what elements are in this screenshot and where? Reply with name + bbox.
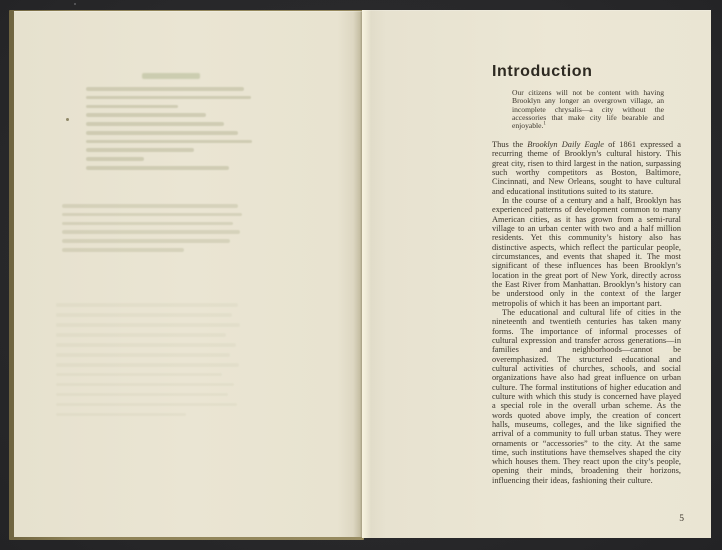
body-text-column [492,140,681,485]
page-number: 5 [679,514,684,524]
paragraph-1 [492,140,681,196]
epigraph-quote [512,89,664,131]
paragraph-1-lead: Thus the [492,140,528,149]
right-page [362,10,711,538]
bleedthrough-heading-ghost [142,73,200,79]
epigraph-quote-text: Our citizens will not be content with having Brooklyn any longer an overgrown village, an incomplete chrysalis—a city without the accessories that make city life bearable and enjoyable. [512,88,664,131]
bleedthrough-faint-ghost [56,303,244,423]
dust-speck [66,118,69,121]
paragraph-3: The educational and cultural life of cities in the nineteenth and twentieth centuries has taken many forms. The importance of informal processes of cultural expression and transfer across generations—in families and neighborhoods—cannot be overemphasized. The structured educational and cultural activities of churches, schools, and social organizations have also had great influence on urban culture. The formal institutions of higher education and culture with which this study is concerned have played a special role in the overall urban scheme. As the words quoted above imply, the creation of concert halls, museums, colleges, and the like signified the arrival of a community to full urban status. They were ornaments or “accessories” to the city. At the same time, such institutions have themselves shaped the city which houses them. They react upon the city’s people, opening their minds, broadening their horizons, influencing their ideas, fashioning their culture. [492,307,681,485]
left-page [14,11,362,537]
chapter-heading: Introduction [492,63,593,80]
footnote-marker: 1 [543,121,546,127]
bleedthrough-paragraph-ghost [62,204,242,257]
paragraph-2: In the course of a century and a half, Brooklyn has experienced patterns of development common to many American cities, as it has grown from a semi-rural village to an urban center with two and a half million residents. Yet this community’s history also has distinctive aspects, which reflect the particular people, circumstances, and events that shaped it. The most significant of these influences has been Brooklyn’s location in the great port of New York, directly across the East River from Manhattan. Brooklyn’s history can be understood only in the context of the larger metropolis of which it has been an important part. [492,195,681,308]
paragraph-1-rest: of 1861 expressed a recurring theme of Brooklyn’s cultural history. This great city, risen to third largest in the nation, surpassing such worthy competitors as Boston, Baltimore, Cincinnati, and New Orleans, sought to have cultural and educational institutions suited to its stature. [492,140,681,196]
bleedthrough-contents-ghost [86,73,256,175]
publication-title-italic: Brooklyn Daily Eagle [527,140,604,149]
dust-speck [74,3,76,5]
